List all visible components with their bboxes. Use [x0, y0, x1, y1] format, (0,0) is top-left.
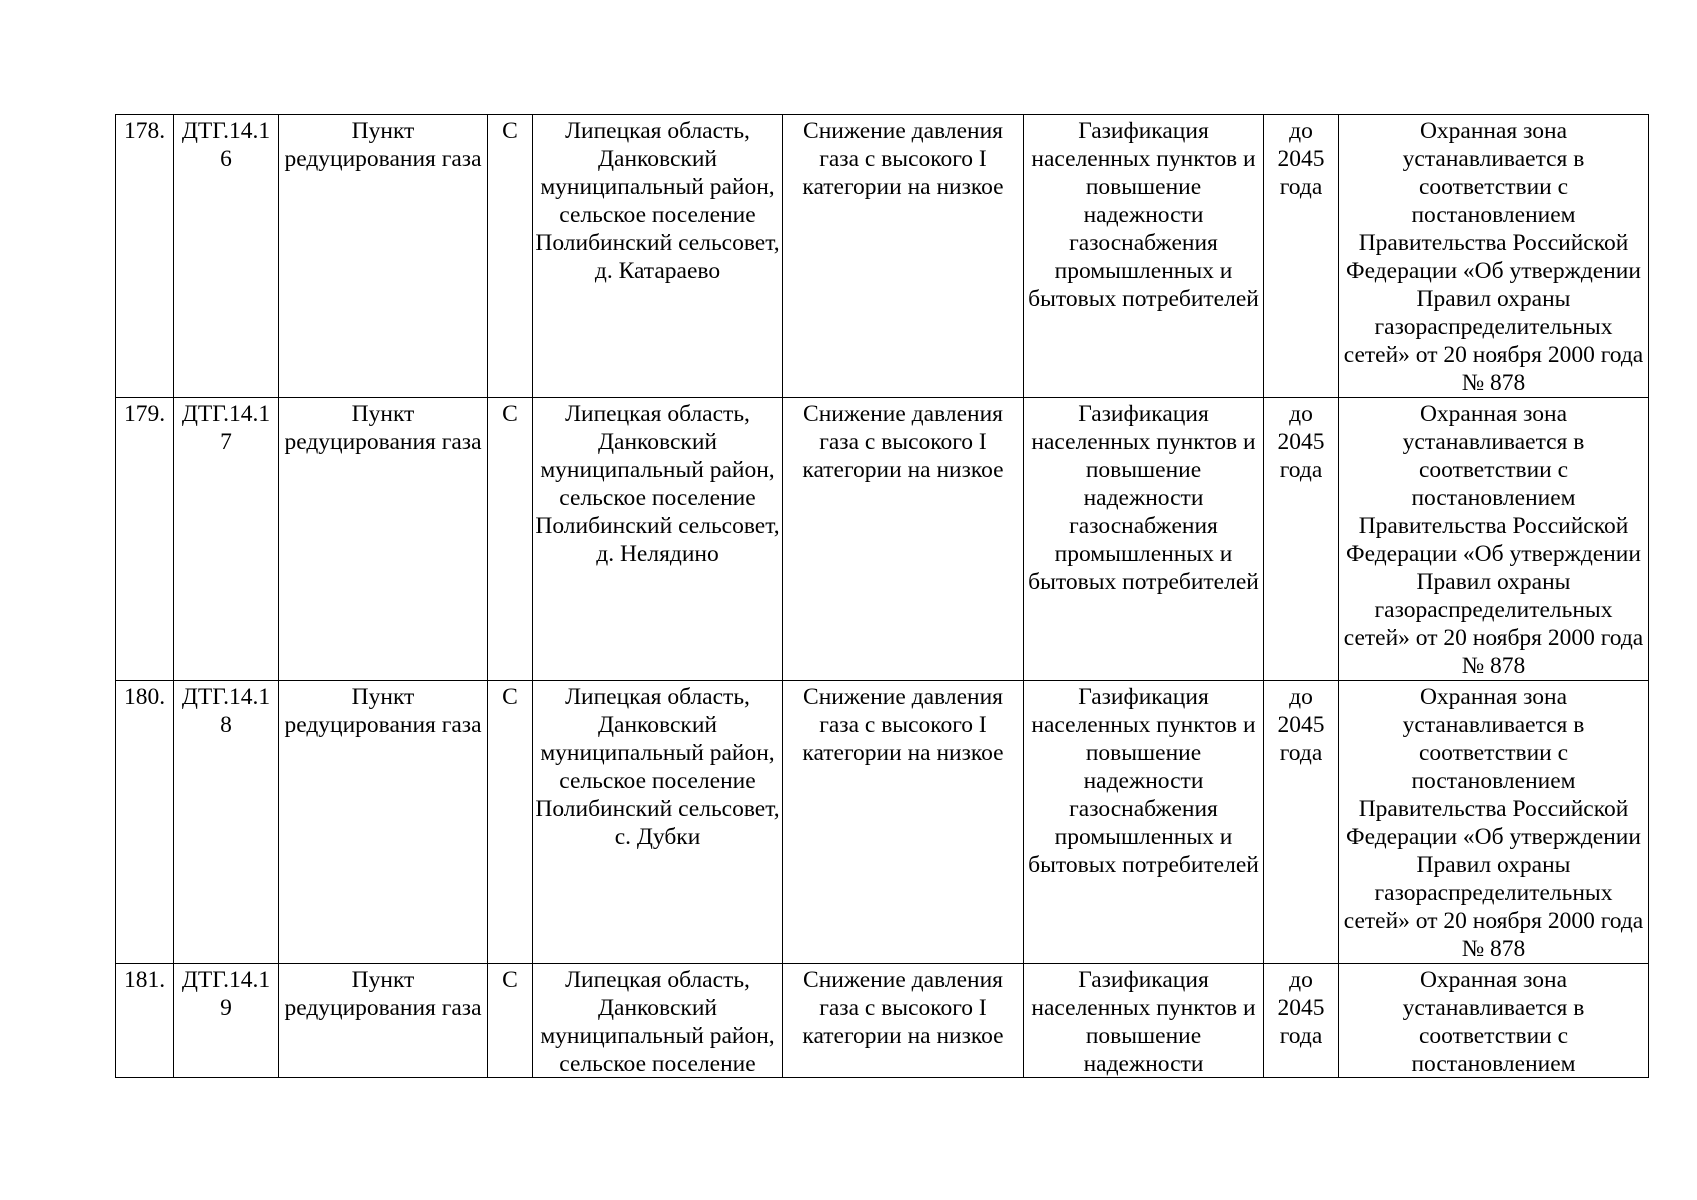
object-purpose-text: Газификация населенных пунктов и повышение надежности — [1031, 967, 1256, 1076]
object-purpose — [1024, 964, 1264, 1078]
row-number: 178. — [116, 115, 174, 398]
table-row — [116, 964, 1649, 1078]
protection-zone — [1339, 964, 1649, 1078]
object-location: Липецкая область, Данковский муниципальный район, сельское поселение Полибинский сельсовет, д. Катараево — [533, 115, 783, 398]
protection-zone: Охранная зона устанавливается в соответствии с постановлением Правительства Российской Федерации «Об утверждении Правил охраны газораспределительных сетей» от 20 ноября 2000 года № 878 — [1339, 681, 1649, 964]
object-code: ДТГ.14.1 6 — [174, 115, 279, 398]
table-row — [116, 115, 1649, 398]
object-status: С — [488, 398, 533, 681]
object-location-text: Липецкая область, Данковский муниципальный район, сельское поселение — [540, 967, 775, 1076]
object-purpose: Газификация населенных пунктов и повышение надежности газоснабжения промышленных и бытовых потребителей — [1024, 398, 1264, 681]
object-name: Пункт редуцирования газа — [279, 115, 488, 398]
object-code-text: ДТГ.14.1 9 — [181, 967, 271, 1021]
object-name: Пункт редуцирования газа — [279, 681, 488, 964]
object-function: Снижение давления газа с высокого I категории на низкое — [783, 115, 1024, 398]
implementation-term: до 2045 года — [1264, 398, 1339, 681]
object-name: Пункт редуцирования газа — [279, 398, 488, 681]
object-function — [783, 964, 1024, 1078]
object-code: ДТГ.14.1 7 — [174, 398, 279, 681]
row-number: 180. — [116, 681, 174, 964]
object-code: ДТГ.14.1 8 — [174, 681, 279, 964]
table-row — [116, 398, 1649, 681]
object-location: Липецкая область, Данковский муниципальный район, сельское поселение Полибинский сельсовет, с. Дубки — [533, 681, 783, 964]
object-status: С — [488, 115, 533, 398]
object-name-text: Пункт редуцирования газа — [284, 967, 482, 1021]
row-number: 179. — [116, 398, 174, 681]
protection-zone: Охранная зона устанавливается в соответствии с постановлением Правительства Российской Федерации «Об утверждении Правил охраны газораспределительных сетей» от 20 ноября 2000 года № 878 — [1339, 115, 1649, 398]
object-status — [488, 964, 533, 1078]
object-status: С — [488, 681, 533, 964]
row-number — [116, 964, 174, 1078]
object-code — [174, 964, 279, 1078]
implementation-term: до 2045 года — [1264, 681, 1339, 964]
implementation-term-text: до 2045 года — [1277, 967, 1325, 1049]
implementation-term — [1264, 964, 1339, 1078]
object-location: Липецкая область, Данковский муниципальный район, сельское поселение Полибинский сельсовет, д. Нелядино — [533, 398, 783, 681]
object-purpose: Газификация населенных пунктов и повышение надежности газоснабжения промышленных и бытовых потребителей — [1024, 681, 1264, 964]
object-function-text: Снижение давления газа с высокого I категории на низкое — [802, 967, 1004, 1049]
object-location — [533, 964, 783, 1078]
implementation-term: до 2045 года — [1264, 115, 1339, 398]
gas-facilities-table — [115, 114, 1649, 1078]
protection-zone: Охранная зона устанавливается в соответствии с постановлением Правительства Российской Федерации «Об утверждении Правил охраны газораспределительных сетей» от 20 ноября 2000 года № 878 — [1339, 398, 1649, 681]
object-function: Снижение давления газа с высокого I категории на низкое — [783, 398, 1024, 681]
row-number-text: 181. — [124, 967, 166, 993]
object-status-text: С — [502, 967, 518, 993]
object-name — [279, 964, 488, 1078]
table-row — [116, 681, 1649, 964]
object-purpose: Газификация населенных пунктов и повышение надежности газоснабжения промышленных и бытовых потребителей — [1024, 115, 1264, 398]
object-function: Снижение давления газа с высокого I категории на низкое — [783, 681, 1024, 964]
protection-zone-text: Охранная зона устанавливается в соответствии с постановлением — [1402, 967, 1585, 1076]
